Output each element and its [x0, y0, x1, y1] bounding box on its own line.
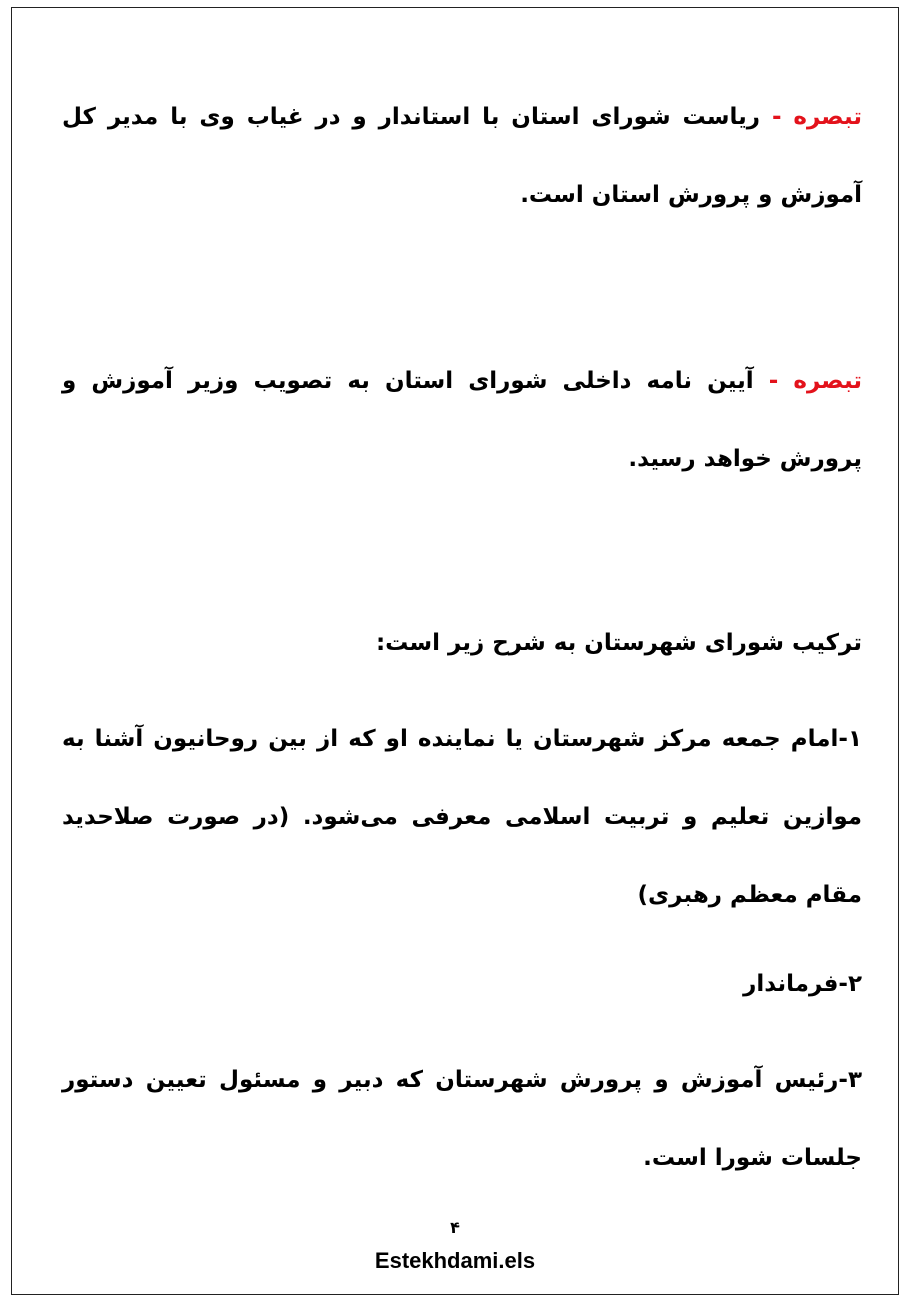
note-label: تبصره -: [771, 104, 862, 130]
note-label: تبصره -: [768, 368, 862, 394]
footer-watermark: Estekhdami.els: [374, 1248, 536, 1273]
note-paragraph-1: [62, 78, 862, 234]
list-item-3: ۳-رئیس آموزش و پرورش شهرستان که دبیر و مسئول تعیین دستور جلسات شورا است.: [62, 1067, 862, 1171]
note-paragraph-2: [62, 342, 862, 498]
list-item-2: ۲-فرماندار: [743, 971, 862, 997]
list-item-1: ۱-امام جمعه مرکز شهرستان یا نماینده او که از بین روحانیون آشنا به موازین تعلیم و تربیت اسلامی معرفی می‌شود. (در صورت صلاحدید مقام معظم رهبری): [62, 726, 862, 908]
page-frame: [11, 7, 899, 1295]
note-text: آیین نامه داخلی شورای استان به تصویب وزیر آموزش و پرورش خواهد رسید.: [62, 368, 862, 472]
page-number: ۴: [450, 1218, 460, 1237]
section-heading: ترکیب شورای شهرستان به شرح زیر است:: [375, 630, 862, 656]
note-text: ریاست شورای استان با استاندار و در غیاب وی با مدیر کل آموزش و پرورش استان است.: [62, 104, 862, 208]
